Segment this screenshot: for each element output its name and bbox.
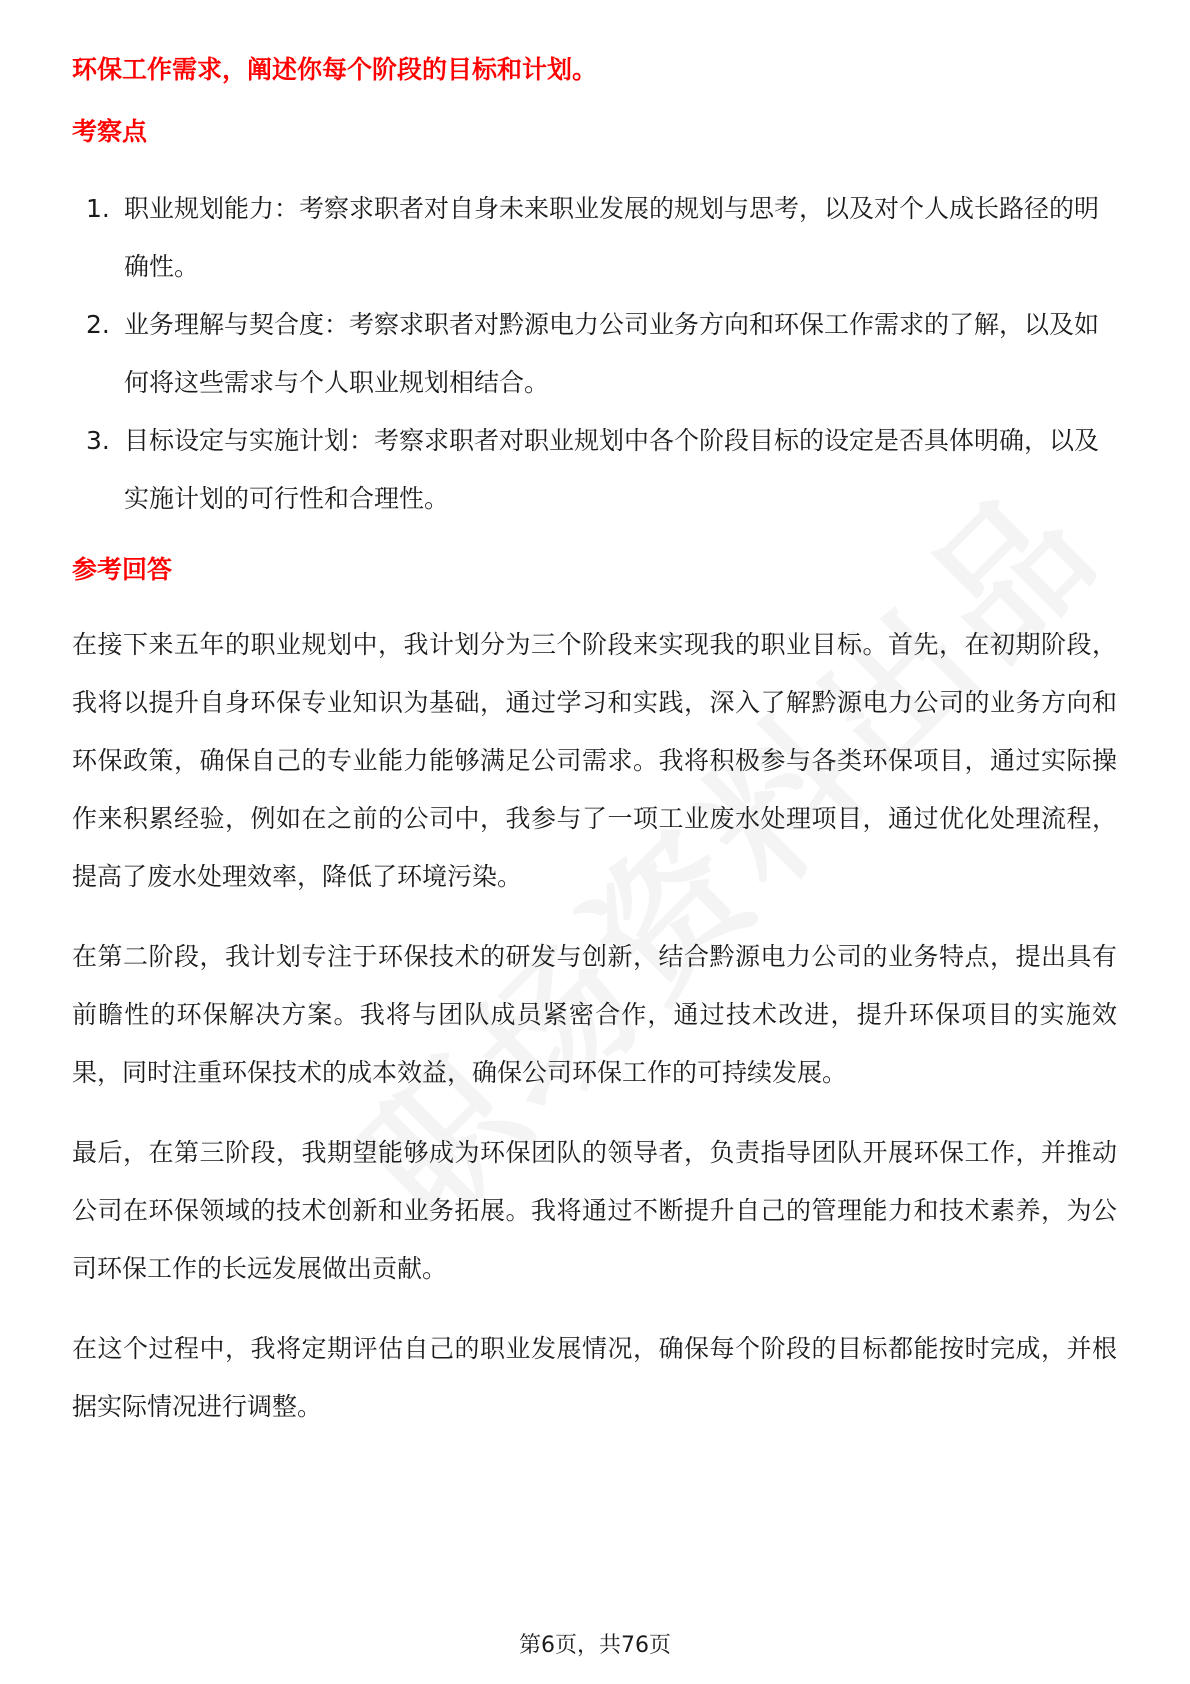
focus-point-number: 2.: [86, 310, 110, 339]
question-title: 环保工作需求，阐述你每个阶段的目标和计划。: [72, 55, 598, 84]
focus-point-2: [72, 296, 1117, 412]
focus-point-3: [72, 412, 1117, 528]
focus-point-1: [72, 180, 1117, 296]
focus-point-text: 业务理解与契合度：考察求职者对黔源电力公司业务方向和环保工作需求的了解，以及如何将这些需求与个人职业规划相结合。: [124, 310, 1100, 397]
answer-paragraph-1: 在接下来五年的职业规划中，我计划分为三个阶段来实现我的职业目标。首先，在初期阶段，我将以提升自身环保专业知识为基础，通过学习和实践，深入了解黔源电力公司的业务方向和环保政策，确保自己的专业能力能够满足公司需求。我将积极参与各类环保项目，通过实际操作来积累经验，例如在之前的公司中，我参与了一项工业废水处理项目，通过优化处理流程，提高了废水处理效率，降低了环境污染。: [72, 630, 1117, 891]
focus-point-text: 目标设定与实施计划：考察求职者对职业规划中各个阶段目标的设定是否具体明确，以及实施计划的可行性和合理性。: [124, 426, 1100, 513]
document-content: [72, 48, 1117, 1436]
focus-heading: 考察点: [72, 117, 148, 146]
focus-point-number: 3.: [86, 426, 110, 455]
focus-points-list: [72, 180, 1117, 528]
answer-paragraph-2: 在第二阶段，我计划专注于环保技术的研发与创新，结合黔源电力公司的业务特点，提出具有前瞻性的环保解决方案。我将与团队成员紧密合作，通过技术改进，提升环保项目的实施效果，同时注重环保技术的成本效益，确保公司环保工作的可持续发展。: [72, 942, 1117, 1087]
focus-point-number: 1.: [86, 194, 110, 223]
page-number: 第6页，共76页: [519, 1633, 671, 1658]
answer-paragraph-4: 在这个过程中，我将定期评估自己的职业发展情况，确保每个阶段的目标都能按时完成，并根据实际情况进行调整。: [72, 1334, 1117, 1421]
answer-paragraph-3: 最后，在第三阶段，我期望能够成为环保团队的领导者，负责指导团队开展环保工作，并推动公司在环保领域的技术创新和业务拓展。我将通过不断提升自己的管理能力和技术素养，为公司环保工作的长远发展做出贡献。: [72, 1138, 1117, 1283]
answer-heading: 参考回答: [72, 555, 173, 584]
focus-point-text: 职业规划能力：考察求职者对自身未来职业发展的规划与思考，以及对个人成长路径的明确性。: [124, 194, 1100, 281]
